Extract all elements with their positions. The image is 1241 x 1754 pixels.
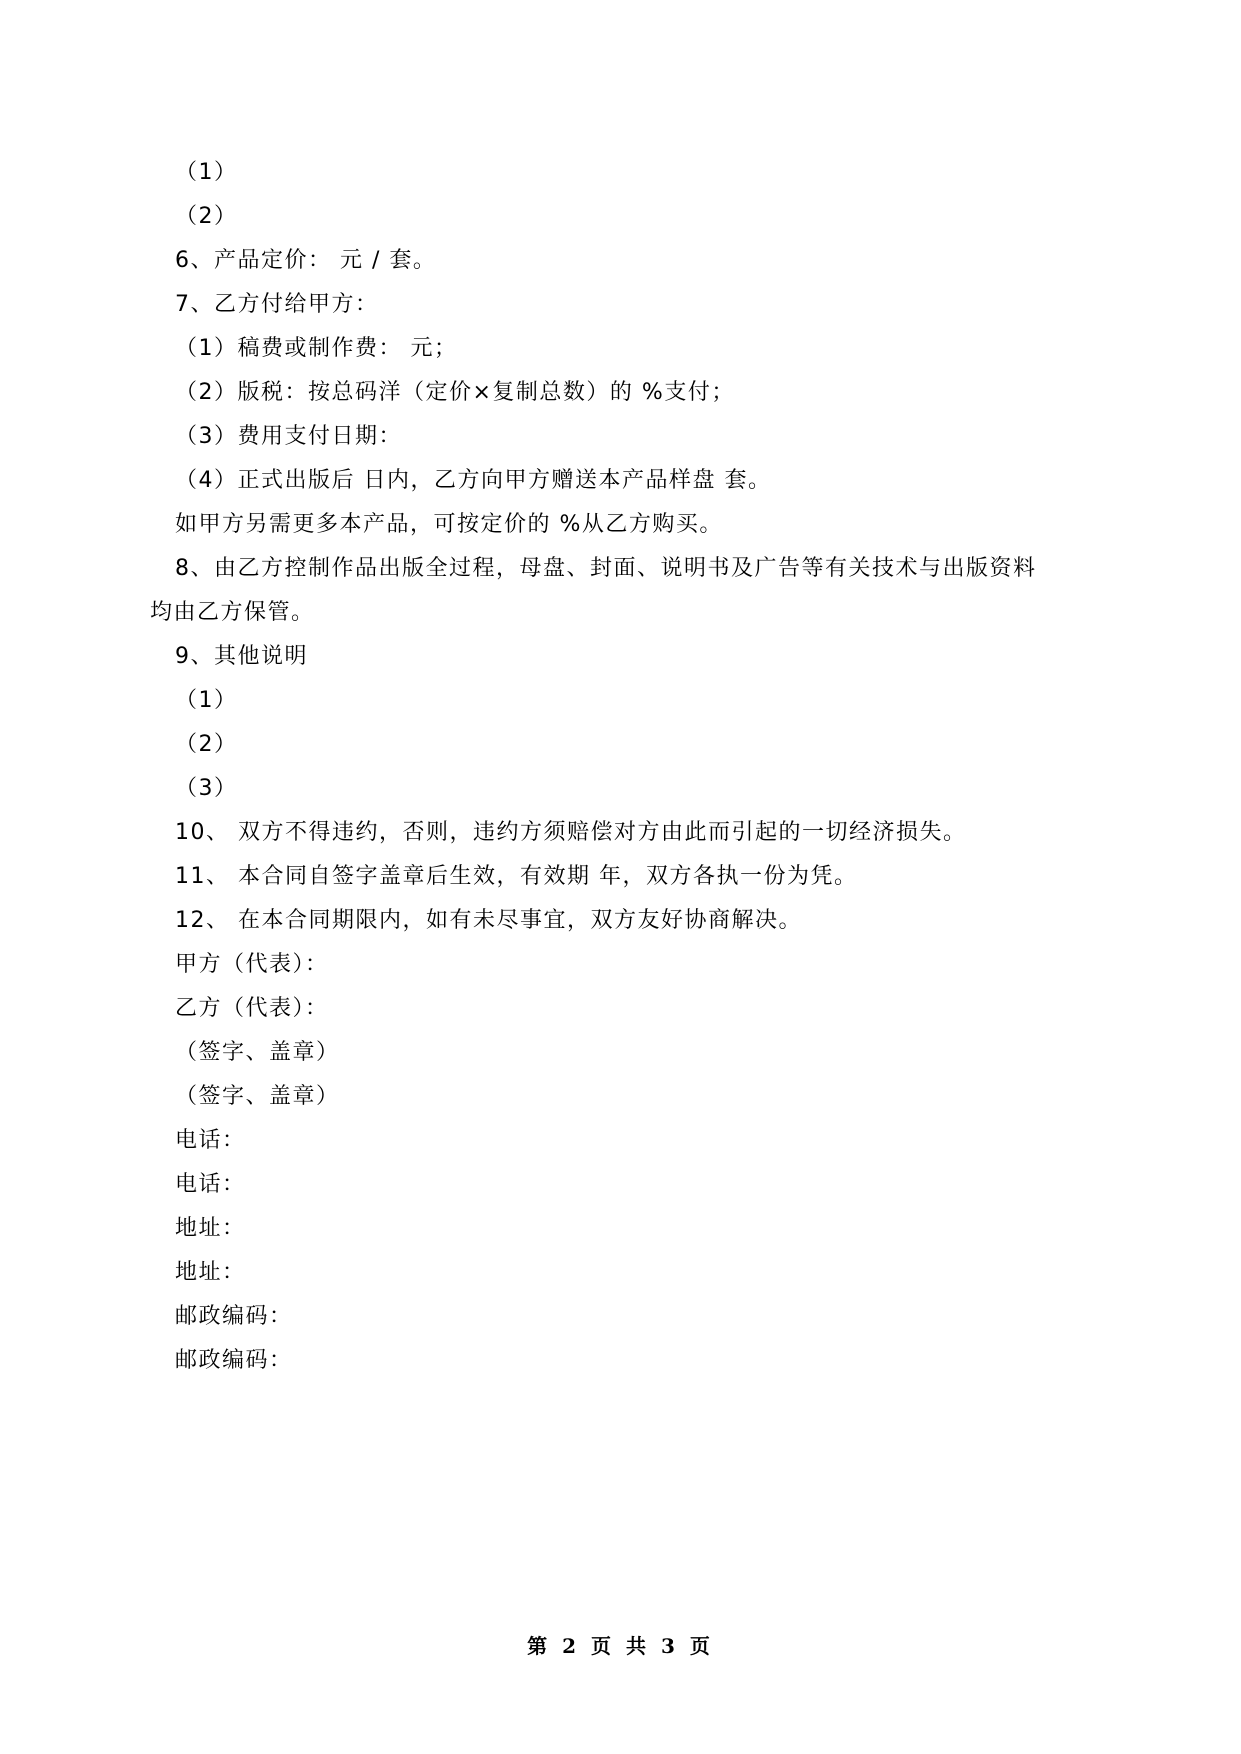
text-line-17: 11、 本合同自签字盖章后生效，有效期 年，双方各执一份为凭。: [175, 864, 858, 889]
text-line-3: 6、产品定价： 元 / 套。: [175, 248, 437, 273]
text-line-13: （1）: [175, 688, 238, 713]
page-number-footer: 第 2 页 共 3 页: [527, 1634, 714, 1658]
text-line-20: 乙方（代表）：: [175, 996, 329, 1021]
text-line-9: 如甲方另需更多本产品，可按定价的 %从乙方购买。: [175, 512, 723, 537]
text-line-27: 邮政编码：: [175, 1304, 293, 1329]
text-line-19: 甲方（代表）：: [175, 952, 329, 977]
text-line-11: 均由乙方保管。: [150, 600, 315, 625]
text-line-2: （2）: [175, 204, 238, 229]
text-line-16: 10、 双方不得违约，否则，违约方须赔偿对方由此而引起的一切经济损失。: [175, 820, 967, 845]
text-line-1: （1）: [175, 160, 238, 185]
text-line-24: 电话：: [175, 1172, 246, 1197]
text-line-4: 7、乙方付给甲方：: [175, 292, 379, 317]
text-line-25: 地址：: [175, 1216, 246, 1241]
text-line-22: （签字、盖章）: [175, 1084, 340, 1109]
text-line-28: 邮政编码：: [175, 1348, 293, 1373]
text-line-26: 地址：: [175, 1260, 246, 1285]
text-line-8: （4）正式出版后 日内，乙方向甲方赠送本产品样盘 套。: [175, 468, 772, 493]
text-line-7: （3）费用支付日期：: [175, 424, 402, 449]
text-line-6: （2）版税：按总码洋（定价×复制总数）的 %支付；: [175, 380, 735, 405]
text-line-14: （2）: [175, 732, 238, 757]
text-line-21: （签字、盖章）: [175, 1040, 340, 1065]
text-line-10: 8、由乙方控制作品出版全过程，母盘、封面、说明书及广告等有关技术与出版资料: [175, 556, 1037, 581]
text-line-15: （3）: [175, 776, 238, 801]
text-line-12: 9、其他说明: [175, 644, 308, 669]
text-line-18: 12、 在本合同期限内，如有未尽事宜，双方友好协商解决。: [175, 908, 802, 933]
text-line-23: 电话：: [175, 1128, 246, 1153]
text-line-5: （1）稿费或制作费： 元；: [175, 336, 458, 361]
